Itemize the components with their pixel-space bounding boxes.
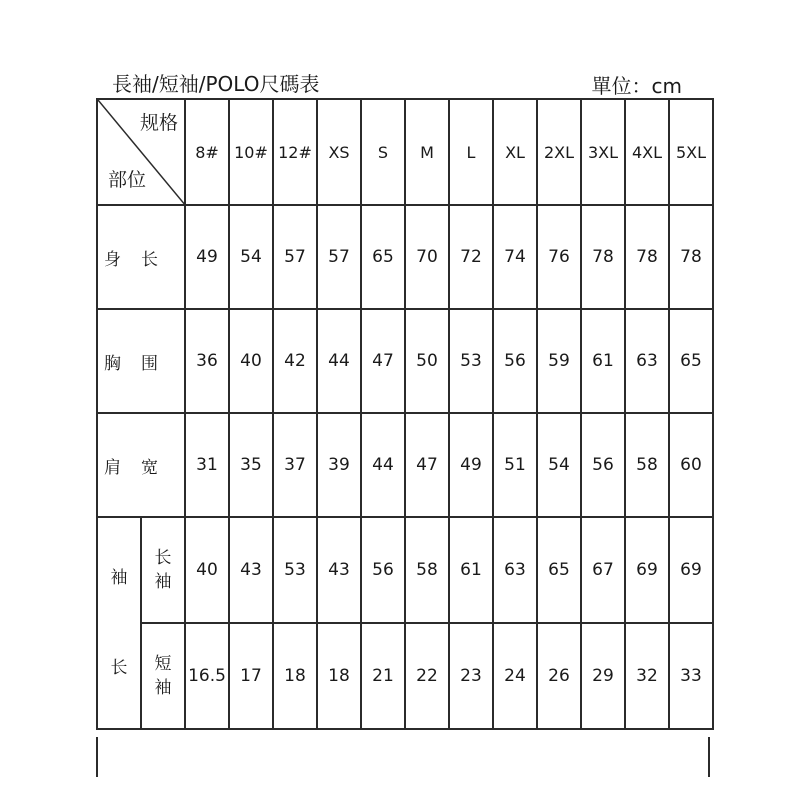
- size-header: 5XL: [669, 99, 713, 205]
- value-cell: 59: [537, 309, 581, 413]
- row-short-sleeve: [97, 623, 713, 729]
- value-cell: 78: [625, 205, 669, 309]
- value-cell: 63: [493, 517, 537, 623]
- value-cell: 37: [273, 413, 317, 517]
- header-row: [97, 99, 713, 205]
- value-cell: 24: [493, 623, 537, 729]
- row-label: 肩宽: [97, 413, 185, 517]
- unit-label: 單位：cm: [591, 74, 682, 98]
- value-cell: 16.5: [185, 623, 229, 729]
- value-cell: 78: [581, 205, 625, 309]
- size-header: S: [361, 99, 405, 205]
- value-cell: 57: [317, 205, 361, 309]
- value-cell: 60: [669, 413, 713, 517]
- sleeve-label: 袖长: [110, 568, 128, 678]
- row-label: 胸围: [97, 309, 185, 413]
- value-cell: 65: [537, 517, 581, 623]
- value-cell: 78: [669, 205, 713, 309]
- size-header: M: [405, 99, 449, 205]
- sleeve-group-label: [97, 517, 141, 729]
- value-cell: 44: [317, 309, 361, 413]
- row-chest: [97, 309, 713, 413]
- value-cell: 44: [361, 413, 405, 517]
- value-cell: 57: [273, 205, 317, 309]
- size-header: 2XL: [537, 99, 581, 205]
- value-cell: 31: [185, 413, 229, 517]
- sleeve-sub-label: [141, 623, 185, 729]
- value-cell: 29: [581, 623, 625, 729]
- short-sleeve-label: 短袖: [154, 654, 172, 698]
- value-cell: 54: [537, 413, 581, 517]
- row-label: 身长: [97, 205, 185, 309]
- value-cell: 67: [581, 517, 625, 623]
- value-cell: 42: [273, 309, 317, 413]
- value-cell: 61: [581, 309, 625, 413]
- value-cell: 18: [273, 623, 317, 729]
- value-cell: 70: [405, 205, 449, 309]
- value-cell: 69: [669, 517, 713, 623]
- value-cell: 17: [229, 623, 273, 729]
- value-cell: 58: [625, 413, 669, 517]
- value-cell: 56: [361, 517, 405, 623]
- value-cell: 54: [229, 205, 273, 309]
- value-cell: 63: [625, 309, 669, 413]
- row-body-length: [97, 205, 713, 309]
- value-cell: 65: [669, 309, 713, 413]
- value-cell: 58: [405, 517, 449, 623]
- value-cell: 76: [537, 205, 581, 309]
- size-chart-table: [96, 98, 714, 730]
- value-cell: 32: [625, 623, 669, 729]
- size-header: L: [449, 99, 493, 205]
- value-cell: 40: [185, 517, 229, 623]
- size-header: XS: [317, 99, 361, 205]
- value-cell: 49: [449, 413, 493, 517]
- row-long-sleeve: [97, 517, 713, 623]
- value-cell: 53: [273, 517, 317, 623]
- value-cell: 65: [361, 205, 405, 309]
- size-header: 8#: [185, 99, 229, 205]
- value-cell: 50: [405, 309, 449, 413]
- chart-title: 長袖/短袖/POLO尺碼表: [112, 72, 320, 96]
- value-cell: 23: [449, 623, 493, 729]
- value-cell: 33: [669, 623, 713, 729]
- value-cell: 51: [493, 413, 537, 517]
- value-cell: 61: [449, 517, 493, 623]
- part-label: 部位: [108, 169, 147, 191]
- value-cell: 72: [449, 205, 493, 309]
- value-cell: 35: [229, 413, 273, 517]
- corner-cell: [97, 99, 185, 205]
- value-cell: 43: [317, 517, 361, 623]
- table-bottom-extension: [96, 737, 710, 777]
- size-header: 4XL: [625, 99, 669, 205]
- value-cell: 47: [361, 309, 405, 413]
- value-cell: 43: [229, 517, 273, 623]
- value-cell: 56: [581, 413, 625, 517]
- value-cell: 18: [317, 623, 361, 729]
- long-sleeve-label: 长袖: [154, 548, 172, 592]
- value-cell: 39: [317, 413, 361, 517]
- size-header: 12#: [273, 99, 317, 205]
- value-cell: 22: [405, 623, 449, 729]
- value-cell: 47: [405, 413, 449, 517]
- value-cell: 40: [229, 309, 273, 413]
- value-cell: 21: [361, 623, 405, 729]
- value-cell: 74: [493, 205, 537, 309]
- spec-label: 规格: [139, 112, 178, 134]
- value-cell: 56: [493, 309, 537, 413]
- row-shoulder: [97, 413, 713, 517]
- value-cell: 69: [625, 517, 669, 623]
- size-header: 10#: [229, 99, 273, 205]
- value-cell: 36: [185, 309, 229, 413]
- value-cell: 53: [449, 309, 493, 413]
- value-cell: 26: [537, 623, 581, 729]
- value-cell: 49: [185, 205, 229, 309]
- size-header: 3XL: [581, 99, 625, 205]
- sleeve-sub-label: [141, 517, 185, 623]
- size-header: XL: [493, 99, 537, 205]
